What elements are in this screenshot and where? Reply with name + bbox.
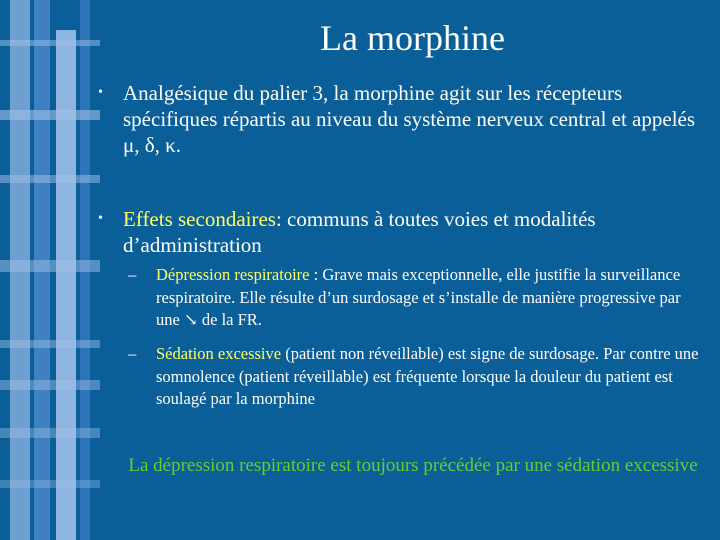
sub-bullet-rest: : Grave mais exceptionnelle, elle justifie la surveillance respiratoire. Elle résulte d’un surdosage et s’installe de manière progressive par une ↘ de la FR. <box>156 265 681 329</box>
deco-bar <box>56 30 76 540</box>
deco-bar <box>0 260 100 272</box>
footer-note: La dépression respiratoire est toujours précédée par une sédation excessive <box>128 455 698 476</box>
bullet-rest: : communs à toutes voies et modalités d’administration <box>123 207 596 257</box>
deco-bar <box>0 340 100 348</box>
dash-symbol: – <box>128 344 137 363</box>
sub-bullet-highlight: Dépression respiratoire <box>156 265 310 284</box>
sub-bullet-highlight: Sédation excessive <box>156 344 282 363</box>
dash-symbol: – <box>128 265 137 284</box>
sub-bullet-text <box>156 264 701 332</box>
slide-title: La morphine <box>320 18 505 58</box>
deco-bar <box>0 175 100 183</box>
sub-bullet-rest: (patient non réveillable) est signe de surdosage. Par contre une somnolence (patient réveillable) est fréquente lorsque la douleur du patient est soulagé par la morphine <box>156 344 699 408</box>
bullet-symbol: • <box>98 85 103 100</box>
decorative-bars <box>0 0 100 540</box>
deco-bar <box>0 380 100 390</box>
bullet-text: Analgésique du palier 3, la morphine agit sur les récepteurs spécifiques répartis au niveau du système nerveux central et appelés μ, δ, κ. <box>123 81 696 157</box>
deco-bar <box>0 110 100 120</box>
deco-bar <box>0 428 100 438</box>
bullet-text <box>123 206 698 258</box>
deco-bar <box>0 480 100 488</box>
sub-bullet-text <box>156 343 701 411</box>
bullet-highlight: Effets secondaires <box>123 207 276 231</box>
bullet-symbol: • <box>98 211 103 226</box>
